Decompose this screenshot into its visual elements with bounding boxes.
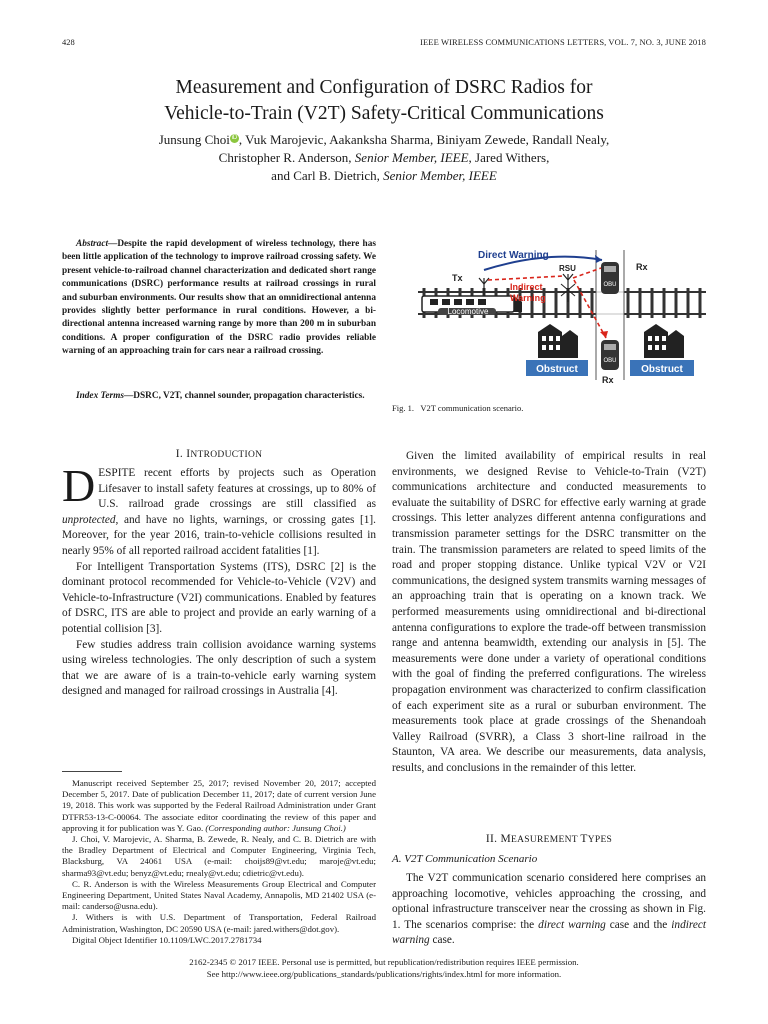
building-right-icon bbox=[644, 324, 684, 358]
rx-bottom-label: Rx bbox=[602, 375, 614, 385]
obstruct-right-label: Obstruct bbox=[641, 364, 683, 375]
subsection-heading: A. V2T Communication Scenario bbox=[392, 853, 538, 865]
building-left-icon bbox=[538, 324, 578, 358]
authors-line-2: Christopher R. Anderson, bbox=[218, 150, 355, 165]
paragraph: Given the limited availability of empirical results in real environments, we designed Revise to Vehicle-to-Train (V2T) communications architecture and conducted measurements to evaluate the suitability of DSRC for effective early warning at grade crossings. This letter analyzes different antenna configurations and transmission parameter settings for the DSRC transmitter on the train. The transmission parameters are related to speed limits of the road and proper stopping distance. Unlike typical V2V or V2I communications, the designed system transmits warning messages of an approaching train that is operating on a known track. We performed measurements using omnidirectional and bi-directional antenna configurations to explore the trade-off between transmission range and antenna beamwidth, extending our analysis in [5]. The measurements were done under a variety of operational conditions with the goal of finding the preferred configurations. The wireless propagation environment was characterized to confirm classification of each experiment site as a rural or suburban environment. The measurements took place at grade crossings of the Shenandoah Valley Railroad (SVRR), a Class 3 short-line railroad in the Staunton, VA area. We describe our measurements, data analysis, results, and conclusions in the remainder of this letter. bbox=[392, 450, 706, 774]
author-list bbox=[62, 131, 706, 185]
authors-line-2b: , Jared Withers, bbox=[468, 150, 550, 165]
index-terms-text: —DSRC, V2T, channel sounder, propagation characteristics. bbox=[123, 391, 365, 401]
obu-bottom-label: OBU bbox=[603, 358, 617, 364]
section-1-heading: I. INTRODUCTION bbox=[175, 448, 263, 460]
obstruct-left-label: Obstruct bbox=[536, 364, 578, 375]
obu-top-label: OBU bbox=[603, 282, 617, 288]
rx-top-label: Rx bbox=[636, 262, 648, 272]
abstract bbox=[62, 238, 376, 359]
footnotes: Manuscript received September 25, 2017; revised November 20, 2017; accepted December 5, 2017. Date of publication December 11, 2017; date of current version June 19, 2018. This work was supported by the Federal Railroad Administration under Grant DTFR53-13-C-00064. The associate editor coordinating the review of this paper and approving it for publication was Y. Gao. (Corresponding author: Junsung Choi.) J. Choi, V. Marojevic, A. Sharma, B. Zewede, R. Nealy, and C. B. Dietrich are with the Bradley Department of Electrical and Computer Engineering, Virginia Tech, Blacksburg, VA 24061 USA (e-mail: choijs89@vt.edu; maroje@vt.edu; sharma93@vt.edu; benyz@vt.edu; rnealy@vt.edu; cdietric@vt.edu). C. R. Anderson is with the Wireless Measurements Group Electrical and Computer Engineering Department, United States Naval Academy, Annapolis, MD 21402 USA (e-mail: canderso@usna.edu). J. Withers is with U.S. Department of Transportation, Federal Railroad Administration, Washington, DC 20590 USA (e-mail: jared.withers@dot.gov). Digital Object Identifier 10.1109/LWC.2017.2781734 bbox=[62, 778, 376, 945]
rights-link[interactable]: See http://www.ieee.org/publications_standards/publications/rights/index.html for more information. bbox=[206, 968, 562, 979]
title-line-2: Vehicle-to-Train (V2T) Safety-Critical Communications bbox=[164, 103, 604, 124]
footnote-rule bbox=[62, 771, 122, 772]
right-column-body bbox=[392, 449, 706, 776]
figure-caption bbox=[392, 403, 523, 413]
copyright-line: 2162-2345 © 2017 IEEE. Personal use is permitted, but republication/redistribution requires IEEE permission. bbox=[189, 957, 579, 967]
page-number: 428 bbox=[62, 37, 75, 47]
section-1-body: DESPITE recent efforts by projects such as Operation Lifesaver to install safety features at crossings, up to 80% of U.S. railroad grade crossings are still classified as unprotected, and have no lights, warnings, or crossing gates [1]. Moreover, for the year 2016, train-to-vehicle collisions resulted in nearly 95% of all reported railroad accident fatalities [1]. For Intelligent Transportation Systems (ITS), DSRC [2] is the dominant protocol recommended for Vehicle-to-Vehicle (V2V) and Vehicle-to-Infrastructure (V2I) communications. Enabled by features of DSRC, ITS are able to project and provide an early warning of a potential collision [3]. Few studies address train collision avoidance warning systems using wireless technologies. The only description of such a system that we are aware of is a train-to-vehicle early warning system designed and managed for railroad crossings in Australia [4]. bbox=[62, 466, 376, 700]
authors-line-1: , Vuk Marojevic, Aakanksha Sharma, Biniyam Zewede, Randall Nealy, bbox=[238, 132, 610, 147]
abstract-text: —Despite the rapid development of wireless technology, there has been little application of the technology to improve railroad crossing safety. We present vehicle-to-railroad channel characterization and dedicated short range communications (DSRC) performance results at railroad crossings in rural and suburban environments. Our results show that an omnidirectional antenna provides slightly better performance in rural conditions. However, a bi-directional antenna increased warning range by more than 200 m in suburban conditions. A proper configuration of the DSRC radio provides reliable warning of an approaching train for cars near a railroad crossing. bbox=[62, 239, 376, 357]
intro-capitals: ESPITE bbox=[98, 467, 136, 479]
journal-header: IEEE WIRELESS COMMUNICATIONS LETTERS, VOL. 7, NO. 3, JUNE 2018 bbox=[420, 37, 706, 47]
paper-title bbox=[62, 75, 706, 127]
figure-number: Fig. 1. bbox=[392, 403, 414, 413]
locomotive-label: Locomotive bbox=[447, 307, 489, 316]
index-terms-label: Index Terms bbox=[76, 391, 124, 401]
tx-antenna-icon bbox=[479, 278, 489, 296]
author-first: Junsung Choi bbox=[158, 132, 230, 147]
drop-cap: D bbox=[62, 460, 96, 511]
rsu-icon bbox=[561, 274, 575, 302]
author-role: Senior Member, IEEE bbox=[383, 168, 497, 183]
rsu-label: RSU bbox=[559, 264, 576, 273]
orcid-icon[interactable]: iD bbox=[231, 134, 238, 141]
indirect-label-2: Warning bbox=[510, 293, 546, 303]
author-role: Senior Member, IEEE bbox=[354, 150, 469, 165]
figure-caption-text: V2T communication scenario. bbox=[420, 403, 524, 413]
car-top-icon bbox=[601, 262, 619, 294]
tx-label: Tx bbox=[452, 273, 463, 283]
indirect-warning-arrow-1 bbox=[488, 276, 564, 280]
title-line-1: Measurement and Configuration of DSRC Radios for bbox=[175, 77, 593, 98]
abstract-label: Abstract bbox=[76, 239, 109, 249]
section-2-body: The V2T communication scenario considered here comprises an approaching locomotive, vehicles approaching the crossing, and optional infrastructure transceiver near the crossing as shown in Fig. 1. The scenarios comprise: the direct warning case and the indirect warning case. bbox=[392, 872, 706, 947]
authors-line-3: and Carl B. Dietrich, bbox=[271, 168, 384, 183]
car-bottom-icon bbox=[601, 340, 619, 370]
figure-v2t-scenario bbox=[418, 240, 706, 390]
paragraph: For Intelligent Transportation Systems (ITS), DSRC [2] is the dominant protocol recommended for Vehicle-to-Vehicle (V2V) and Vehicle-to-Infrastructure (V2I) communications. Enabled by features of DSRC, ITS are able to project and provide an early warning of a potential collision [3]. bbox=[62, 560, 376, 635]
direct-warning-label: Direct Warning bbox=[478, 250, 549, 261]
paragraph: Few studies address train collision avoidance warning systems using wireless technologies. The only description of such a system that we are aware of is a train-to-vehicle early warning system designed and managed for railroad crossings in Australia [4]. bbox=[62, 638, 376, 698]
indirect-label-1: Indirect bbox=[510, 282, 543, 292]
index-terms bbox=[62, 390, 376, 403]
section-2-heading: II. MEASUREMENT TYPES bbox=[485, 833, 613, 845]
copyright-footer bbox=[62, 957, 706, 980]
